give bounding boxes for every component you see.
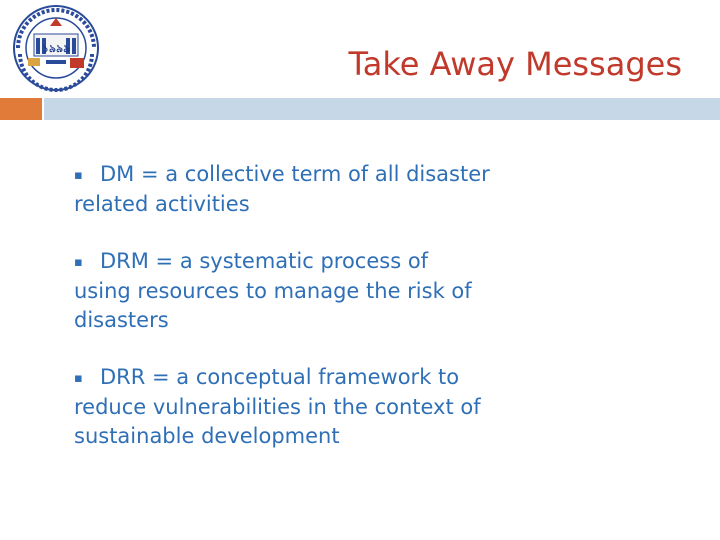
square-bullet-icon: ▪ [74,371,83,386]
square-bullet-icon: ▪ [74,168,83,183]
bullet-text-line: DM = a collective term of all disaster [100,162,490,186]
bullet-text-line: using resources to manage the risk of [74,279,472,303]
bullet-item-drm [74,247,574,335]
bullet-list [74,160,574,479]
bullet-text-line: sustainable development [74,424,340,448]
bullet-item-dm [74,160,574,219]
logo-center-text: ১৯৯৯ [41,42,71,55]
bullet-text-line: DRM = a systematic process of [100,249,429,273]
bullet-item-drr [74,363,574,451]
page-title: Take Away Messages [348,45,682,83]
square-bullet-icon: ▪ [74,255,83,270]
institution-logo [6,4,106,92]
header-bar [44,98,720,120]
bullet-text-line: related activities [74,192,250,216]
accent-bar [0,98,42,120]
bullet-text-line: reduce vulnerabilities in the context of [74,395,481,419]
bullet-text-line: DRR = a conceptual framework to [100,365,460,389]
bullet-text-line: disasters [74,308,169,332]
institution-seal-icon [6,4,106,92]
